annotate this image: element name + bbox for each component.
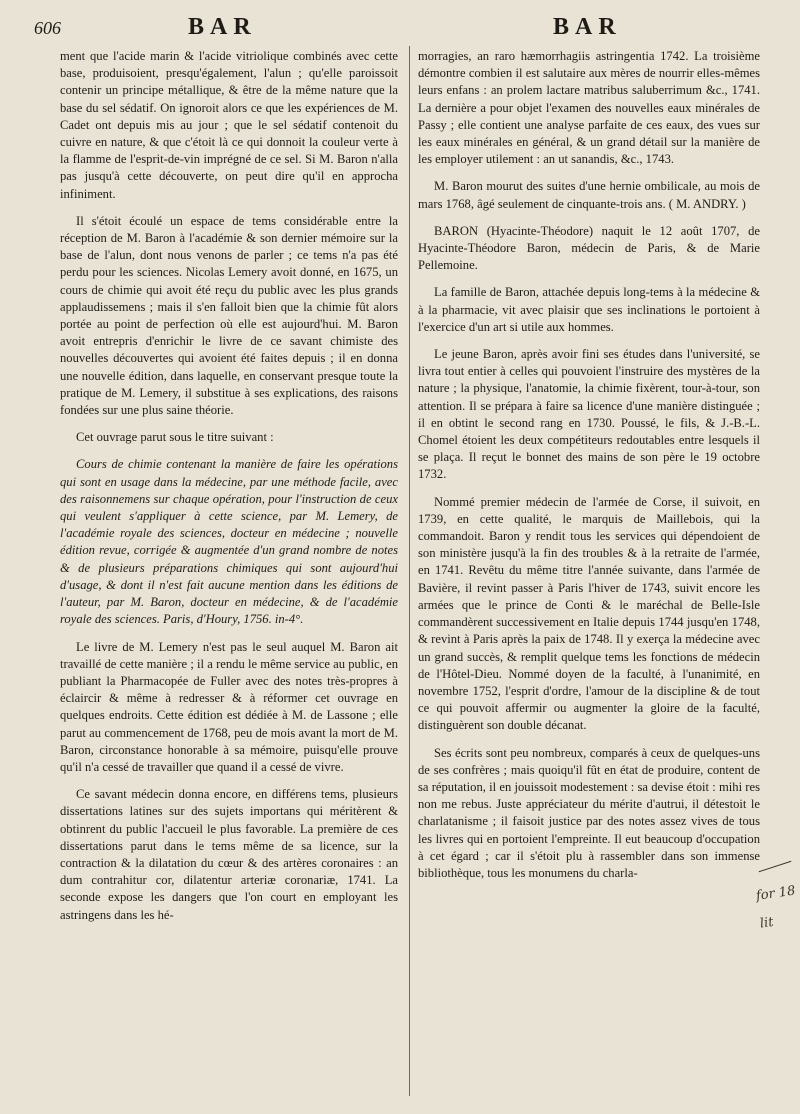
paragraph: M. Baron mourut des suites d'une hernie ombilicale, au mois de mars 1768, âgé seulement de cinquante-trois ans. ( M. ANDRY. ) bbox=[418, 179, 760, 211]
paragraph: La famille de Baron, attachée depuis long-tems à la médecine & à la pharmacie, vit avec plaisir que ses inclinations le portoient à l'exercice d'un art si utile aux hommes. bbox=[418, 285, 760, 334]
margin-handwritten-note: for 18 lit bbox=[755, 883, 797, 932]
paragraph: morragies, an raro hæmorrhagiis astringentia 1742. La troisième démontre combien il est salutaire aux mères de nourrir elles-mêmes leurs enfans : an prolem lactare matribus saluberrimum &c., 1741. La dernière a pour objet l'examen des nouvelles eaux minérales de Passy ; elle contient une analyse parfaite de ces eaux, des vues sur les eaux minérales en général, & un grand détail sur la manière de les employer utilement : an ut sanandis, &c., 1743. bbox=[418, 49, 760, 167]
running-head-right: BAR bbox=[553, 14, 622, 40]
paragraph: ment que l'acide marin & l'acide vitriolique combinés avec cette base, produisoient, presqu'également, l'alun ; qu'elle paroissoit contenir un principe métallique, & être de la même nature que la base du sel sédatif. On ignoroit alors ce que les expériences de M. Cadet ont depuis mis au jour ; que le sel sédatif contenoit du cuivre en nature, & que c'étoit là ce qui donnoit la couleur verte à la flamme de l'esprit-de-vin imprégné de ce sel. Si M. Baron n'alla pas jusqu'à cette découverte, on peut dire qu'il en approcha infiniment. bbox=[60, 49, 398, 201]
page-number: 606 bbox=[34, 18, 61, 38]
column-divider bbox=[409, 46, 410, 1096]
paragraph: Le livre de M. Lemery n'est pas le seul auquel M. Baron ait travaillé de cette manière ; il a rendu le même service au public, en publiant la Pharmacopée de Fuller avec des notes très-propres à éclaircir & même à redresser & à réformer cet ouvrage en quelques endroits. Cette édition est dédiée à M. de Lassone ; elle parut au commencement de 1768, peu de mois avant la mort de M. Baron, circonstance honorable à sa mémoire, puisqu'elle prouve qu'il n'a cessé de travailler que quand il a cessé de vivre. bbox=[60, 639, 398, 774]
paragraph: Ses écrits sont peu nombreux, comparés à ceux de quelques-uns de ses confrères ; mais quoiqu'il fût en état de produire, content de sa réputation, il en jouissoit modestement : sa devise étoit : mihi res non me rebus. Juste appréciateur du mérite d'autrui, il détestoit le charlatanisme ; il faisoit justice par des notes assez vives de tous les livres qui en portoient l'empreinte. Il eut beaucoup d'occupation à cet égard ; car il s'étoit plu à rassembler dans son immense bibliothèque, tous les monumens du charla- bbox=[418, 745, 760, 880]
paragraph: Cet ouvrage parut sous le titre suivant : bbox=[76, 430, 274, 445]
left-column bbox=[60, 48, 398, 934]
right-column bbox=[418, 48, 760, 892]
paragraph: BARON (Hyacinte-Théodore) naquit le 12 août 1707, de Hyacinte-Théodore Baron, médecin de Paris, & de Marie Pellemoine. bbox=[418, 223, 760, 273]
paragraph: Il s'étoit écoulé un espace de tems considérable entre la réception de M. Baron à l'académie & son dernier mémoire sur la base de l'alun, dont nous venons de parler ; ce tems n'a pas été perdu pour les sciences. Nicolas Lemery avoit donné, en 1675, un cours de chimie qui avoit été reçu du public avec les plus grands applaudissemens ; mais il s'en falloit bien que la chimie fût alors portée au point de perfection où elle est aujourd'hui. M. Baron avoit entrepris d'enrichir le livre de ce savant chimiste des nouvelles découvertes qui avoient été faites depuis ; il en donna une nouvelle édition, dans laquelle, en conservant presque toute la pratique de M. Lemery, il substitue à ses explications, des raisons fondées sur une plus saine théorie. bbox=[60, 213, 398, 418]
paragraph: Ce savant médecin donna encore, en différens tems, plusieurs dissertations latines sur des sujets importans qui méritèrent & obtinrent du public l'accueil le plus favorable. La première de ces dissertations parut dans le tems même de sa licence, sur la contraction & la dilatation du cœur & des artères coronaires : an dum contrahitur cor, dilatentur arteriæ coronariæ, 1741. La seconde expose les dangers que l'on court en employant les astringens dans les hé- bbox=[60, 787, 398, 922]
margin-stroke bbox=[759, 861, 792, 872]
running-head-left: BAR bbox=[188, 14, 257, 40]
paragraph: Nommé premier médecin de l'armée de Corse, il suivoit, en 1739, en cette qualité, le marquis de Maillebois, qui la commandoit. Baron y rendit tous les services qui dépendoient de son ministère jusqu'à la fin des troubles & à la retraite de l'armée, en 1741. Revêtu du même titre l'année suivante, dans l'armée de Bavière, il revint passer à Paris l'hiver de 1743, suivit encore les armées que le prince de Conti & le maréchal de Belle-Isle commandèrent successivement en Italie depuis 1744 jusqu'en 1748, & revint à Paris après la paix de 1748. Il y exerça la médecine avec un grand succès, & remplit quelque tems les fonctions de médecin de l'Hôtel-Dieu. Nommé doyen de la faculté, à l'unanimité, en novembre 1752, l'esprit d'ordre, l'amour de la discipline & de tout ce qui pouvoit affermir ou augmenter la gloire de la faculté, distinguèrent son double décanat. bbox=[418, 494, 760, 733]
book-title-paragraph: Cours de chimie contenant la manière de faire les opérations qui sont en usage dans la médecine, par une méthode facile, avec des raisonnemens sur chaque opération, pour l'instruction de ceux qui veulent s'appliquer à cette science, par M. Lemery, de l'académie royale des sciences, docteur en médecine ; nouvelle édition revue, corrigée & augmentée d'un grand nombre de notes & de plusieurs préparations chimiques qui sont aujourd'hui d'usage, & dont il n'est fait aucune mention dans les éditions de l'auteur, par M. Baron, docteur en médecine, & de l'académie royale des sciences. Paris, d'Houry, 1756. in-4°. bbox=[60, 457, 398, 627]
paragraph: Le jeune Baron, après avoir fini ses études dans l'université, se livra tout entier à celles qui pouvoient l'instruire des mystères de la nature ; la physique, l'anatomie, la chimie fixèrent, tour-à-tour, son attention. Il se prépara à faire sa licence d'une manière distinguée ; il en obtint le second rang en 1730. Poussé, le fils, & J.-B.-L. Chomel étoient les deux compétiteurs redoutables entre lesquels il se plaça. Il reçut le bonnet des mains de son père le 19 octobre 1732. bbox=[418, 347, 760, 482]
